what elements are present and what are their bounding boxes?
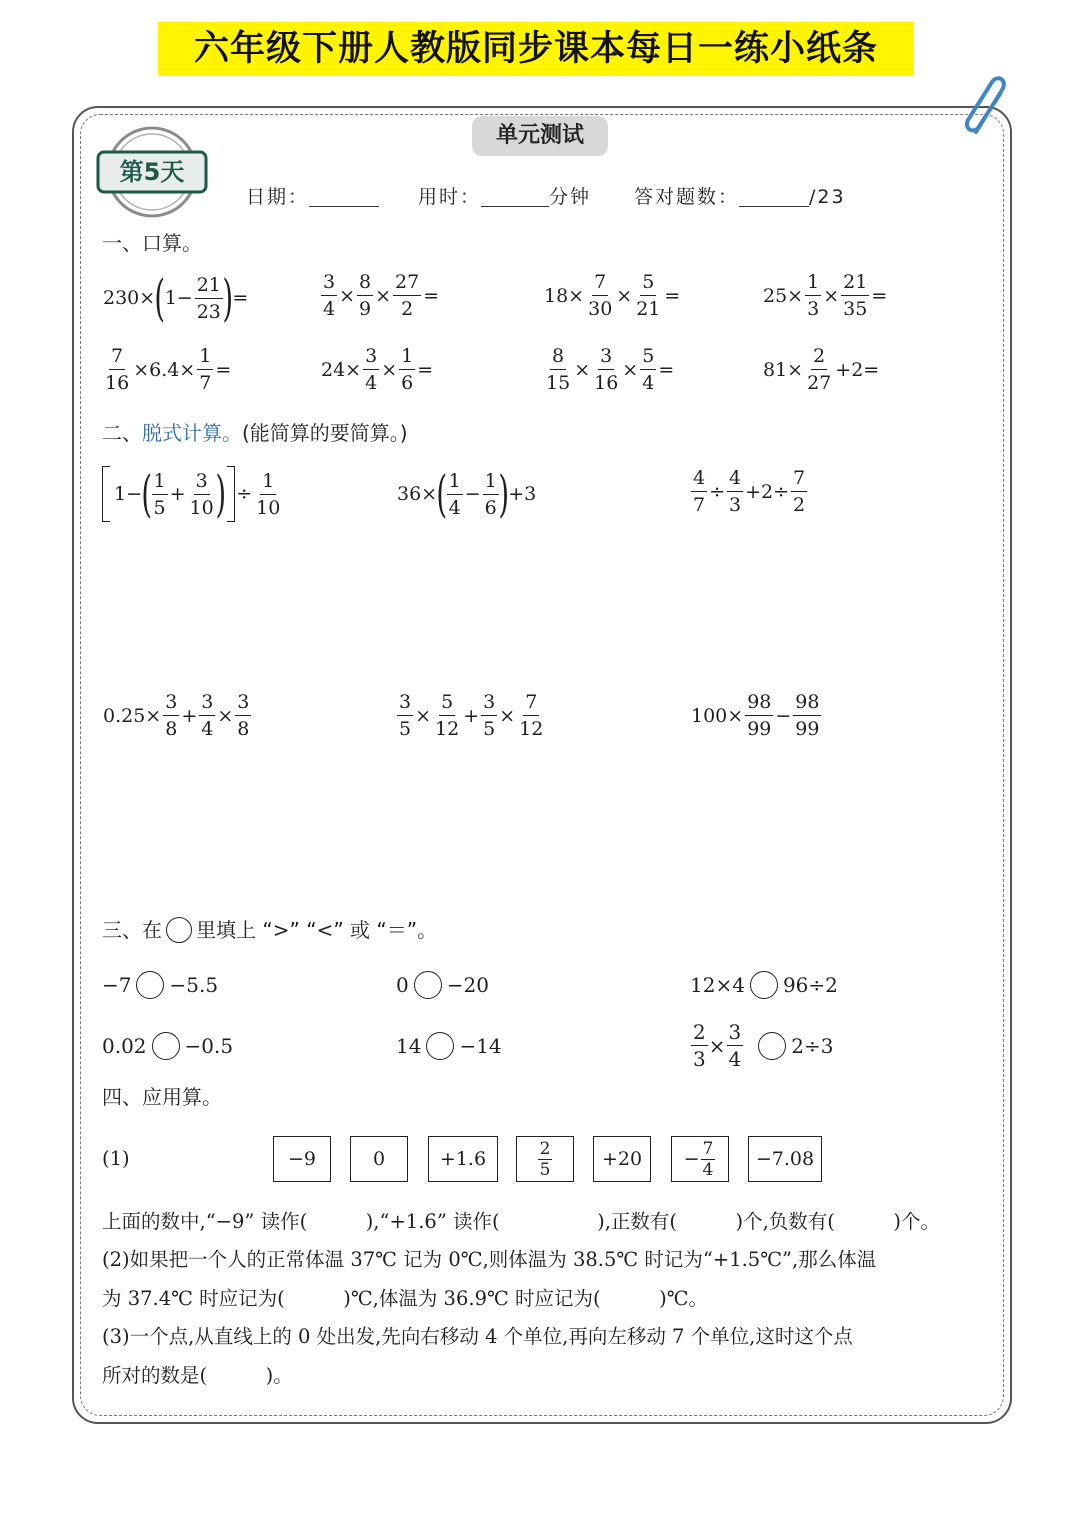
numerator: 98 bbox=[793, 690, 821, 716]
expr-text: 0.25× bbox=[103, 704, 162, 727]
numerator: 8 bbox=[550, 344, 566, 370]
numerator: 7 bbox=[523, 690, 539, 716]
fraction bbox=[745, 690, 773, 741]
step-calc-5 bbox=[396, 690, 546, 741]
number-value: 0 bbox=[372, 1148, 386, 1170]
denominator: 21 bbox=[636, 298, 661, 320]
numerator: 98 bbox=[745, 690, 773, 716]
mental-calc-8 bbox=[762, 344, 880, 395]
denominator: 10 bbox=[256, 496, 281, 519]
section-4-title: 四、应用算。 bbox=[102, 1085, 222, 1109]
compare-right: 96÷2 bbox=[782, 973, 838, 997]
fraction bbox=[727, 466, 743, 517]
numerator: 4 bbox=[727, 466, 743, 492]
expr-paren: ( bbox=[154, 269, 166, 327]
compare-circle[interactable] bbox=[136, 971, 164, 999]
expr-text: = bbox=[658, 358, 675, 381]
denominator: 99 bbox=[747, 718, 772, 740]
score-total: /23 bbox=[809, 186, 846, 208]
compare-right: 2÷3 bbox=[791, 1033, 834, 1058]
time-label: 用时： bbox=[418, 186, 482, 208]
compare-3 bbox=[690, 970, 838, 1000]
expr-text: − bbox=[775, 704, 792, 727]
denominator: 27 bbox=[807, 372, 832, 394]
numerator: 3 bbox=[728, 1020, 742, 1044]
expr-text: + bbox=[169, 483, 186, 505]
fraction bbox=[393, 270, 421, 321]
fraction bbox=[481, 690, 497, 741]
denominator: 4 bbox=[642, 372, 655, 394]
mental-calc-3 bbox=[543, 270, 681, 321]
time-blank[interactable] bbox=[481, 185, 549, 207]
compare-circle[interactable] bbox=[152, 1032, 180, 1060]
compare-left: 14 bbox=[396, 1034, 422, 1058]
denominator: 8 bbox=[237, 718, 250, 740]
numerator: 5 bbox=[640, 270, 656, 296]
fraction bbox=[363, 344, 379, 395]
section-title-note: (能简算的要简算。) bbox=[242, 421, 408, 445]
step-calc-3 bbox=[690, 466, 808, 517]
fraction bbox=[634, 270, 662, 321]
step-calc-2 bbox=[396, 466, 537, 522]
denominator: 5 bbox=[483, 718, 496, 740]
fraction bbox=[586, 270, 614, 321]
expr-text: = bbox=[417, 358, 434, 381]
numerator: 2 bbox=[539, 1138, 551, 1159]
step-calc-6 bbox=[690, 690, 822, 741]
denominator: 6 bbox=[401, 372, 414, 394]
expr-text: = bbox=[215, 358, 232, 381]
numerator: 2 bbox=[811, 344, 827, 370]
time-unit: 分钟 bbox=[549, 186, 592, 208]
expr-text: × bbox=[217, 704, 234, 727]
denominator: 9 bbox=[359, 298, 372, 320]
denominator: 12 bbox=[435, 718, 460, 740]
expr-text: 36× bbox=[397, 483, 438, 505]
number-box bbox=[350, 1136, 408, 1182]
question-3-text-line2: 所对的数是( )。 bbox=[102, 1364, 293, 1387]
numerator: 7 bbox=[109, 344, 125, 370]
score-field[interactable] bbox=[634, 182, 846, 212]
section-2-title bbox=[102, 418, 408, 448]
expr-text: 81× bbox=[763, 358, 804, 381]
fraction bbox=[399, 344, 415, 395]
mental-calc-7 bbox=[543, 344, 675, 395]
denominator: 2 bbox=[401, 298, 414, 320]
numerator: 7 bbox=[791, 466, 807, 492]
compare-circle[interactable] bbox=[426, 1032, 454, 1060]
numerator: 3 bbox=[598, 344, 614, 370]
expr-text: ÷ bbox=[236, 483, 253, 505]
fraction bbox=[433, 690, 461, 741]
compare-circle[interactable] bbox=[750, 971, 778, 999]
expr-text: +2÷ bbox=[745, 480, 790, 503]
score-label: 答对题数： bbox=[634, 186, 740, 208]
numerator: 2 bbox=[693, 1020, 706, 1044]
section-3-title bbox=[102, 915, 437, 945]
number-box bbox=[671, 1136, 729, 1182]
fraction bbox=[640, 344, 656, 395]
denominator: 4 bbox=[702, 1159, 714, 1180]
numerator: 1 bbox=[152, 469, 168, 495]
expr-text: 100× bbox=[691, 704, 744, 727]
date-blank[interactable] bbox=[309, 185, 379, 207]
numerator: 21 bbox=[195, 273, 223, 299]
denominator: 7 bbox=[199, 372, 212, 394]
denominator: 4 bbox=[448, 496, 461, 519]
date-field[interactable] bbox=[246, 182, 379, 212]
numerator: 7 bbox=[592, 270, 608, 296]
fraction bbox=[199, 690, 215, 741]
numerator: 5 bbox=[439, 690, 455, 716]
compare-2 bbox=[396, 970, 489, 1000]
compare-right: −20 bbox=[446, 973, 489, 997]
denominator: 16 bbox=[594, 372, 619, 394]
time-field[interactable] bbox=[418, 182, 591, 212]
mental-calc-2 bbox=[320, 270, 440, 321]
numerator: 3 bbox=[363, 344, 379, 370]
compare-left: 0 bbox=[396, 973, 409, 997]
question-1-label: (1) bbox=[102, 1147, 130, 1170]
expr-text: + bbox=[181, 704, 198, 727]
expr-text: × bbox=[622, 358, 639, 381]
expr-paren: ) bbox=[215, 465, 226, 523]
expr-text: 24× bbox=[321, 358, 362, 381]
expr-text: + bbox=[463, 704, 480, 727]
fraction bbox=[701, 1140, 716, 1179]
number-value: +20 bbox=[601, 1148, 643, 1170]
question-2-text-line1: (2)如果把一个人的正常体温 37℃ 记为 0℃,则体温为 38.5℃ 时记为“+1.5℃”,那么体温 bbox=[102, 1248, 877, 1271]
expr-text: 1− bbox=[164, 287, 193, 309]
denominator: 15 bbox=[546, 372, 571, 394]
expr-text: +3 bbox=[508, 483, 537, 505]
step-calc-4 bbox=[102, 690, 252, 741]
fraction bbox=[727, 1020, 744, 1071]
number-value: +1.6 bbox=[439, 1148, 487, 1170]
fraction bbox=[321, 270, 337, 321]
denominator: 5 bbox=[153, 496, 166, 519]
numerator: 3 bbox=[481, 690, 497, 716]
compare-right: −14 bbox=[459, 1034, 502, 1058]
expr-paren: ( bbox=[141, 465, 153, 523]
expr-text: × bbox=[499, 704, 516, 727]
compare-left: −7 bbox=[102, 973, 132, 997]
circle-icon bbox=[166, 917, 192, 943]
denominator: 12 bbox=[519, 718, 544, 740]
expr-paren: ) bbox=[498, 465, 509, 523]
expr-paren: ( bbox=[436, 465, 448, 523]
expr-text: × bbox=[823, 284, 840, 307]
expr-text: = bbox=[423, 284, 440, 307]
expr-text: +2= bbox=[835, 358, 880, 381]
denominator: 35 bbox=[843, 298, 868, 320]
question-1-text: 上面的数中,“−9” 读作( ),“+1.6” 读作( ),正数有( )个,负数有( )个。 bbox=[102, 1210, 941, 1233]
fraction bbox=[841, 270, 869, 321]
denominator: 10 bbox=[189, 496, 214, 519]
compare-6 bbox=[690, 1020, 833, 1071]
question-3-text-line1: (3)一个点,从直线上的 0 处出发,先向右移动 4 个单位,再向左移动 7 个单位,这时这个点 bbox=[102, 1325, 853, 1348]
numerator: 3 bbox=[163, 690, 179, 716]
denominator: 6 bbox=[484, 496, 497, 519]
numerator: 27 bbox=[393, 270, 421, 296]
denominator: 4 bbox=[201, 718, 214, 740]
expr-text: 1− bbox=[114, 483, 143, 505]
fraction bbox=[397, 690, 413, 741]
fraction bbox=[197, 344, 213, 395]
denominator: 3 bbox=[693, 1047, 706, 1071]
fraction bbox=[791, 466, 807, 517]
denominator: 7 bbox=[693, 494, 706, 516]
expr-text: − bbox=[464, 483, 481, 505]
fraction bbox=[483, 469, 499, 520]
section-title-part: 三、在 bbox=[102, 918, 162, 942]
fraction bbox=[544, 344, 572, 395]
expr-text: × bbox=[381, 358, 398, 381]
paperclip-icon bbox=[958, 72, 1018, 142]
expr-text: 230× bbox=[103, 287, 156, 309]
number-sign: − bbox=[683, 1148, 700, 1170]
number-box bbox=[273, 1136, 331, 1182]
numerator: 3 bbox=[194, 469, 210, 495]
numerator: 1 bbox=[399, 344, 415, 370]
numerator: 3 bbox=[397, 690, 413, 716]
expr-text: × bbox=[339, 284, 356, 307]
section-1-title: 一、口算。 bbox=[102, 231, 202, 255]
fraction bbox=[163, 690, 179, 741]
day-label: 第5天 bbox=[119, 158, 185, 186]
compare-left: 12×4 bbox=[690, 973, 745, 997]
numerator: 21 bbox=[841, 270, 869, 296]
number-box bbox=[428, 1136, 498, 1182]
compare-4 bbox=[102, 1031, 233, 1061]
fraction bbox=[152, 469, 168, 520]
unit-test-tab: 单元测试 bbox=[472, 116, 608, 156]
numerator: 3 bbox=[235, 690, 251, 716]
fraction bbox=[188, 469, 216, 520]
fraction bbox=[447, 469, 463, 520]
denominator: 4 bbox=[728, 1047, 742, 1071]
expr-paren: ) bbox=[222, 269, 234, 327]
denominator: 8 bbox=[165, 718, 178, 740]
fraction bbox=[691, 1020, 708, 1071]
left-bracket bbox=[102, 466, 110, 522]
fraction bbox=[805, 344, 833, 395]
numerator: 8 bbox=[357, 270, 373, 296]
fraction bbox=[538, 1140, 553, 1179]
fraction bbox=[691, 466, 707, 517]
number-value: −9 bbox=[287, 1148, 316, 1170]
denominator: 16 bbox=[105, 372, 130, 394]
denominator: 99 bbox=[795, 718, 820, 740]
compare-5 bbox=[396, 1031, 502, 1061]
step-calc-1 bbox=[102, 466, 283, 522]
fraction bbox=[103, 344, 131, 395]
denominator: 5 bbox=[399, 718, 412, 740]
compare-circle[interactable] bbox=[758, 1032, 786, 1060]
expr-text: 25× bbox=[763, 284, 804, 307]
compare-right: −0.5 bbox=[184, 1034, 234, 1058]
fraction bbox=[517, 690, 545, 741]
compare-left: × bbox=[708, 1033, 726, 1058]
fraction bbox=[195, 273, 223, 324]
numerator: 1 bbox=[483, 469, 499, 495]
fraction bbox=[254, 469, 282, 520]
expr-text: × bbox=[415, 704, 432, 727]
denominator: 3 bbox=[729, 494, 742, 516]
number-box bbox=[516, 1136, 574, 1182]
numerator: 1 bbox=[260, 469, 276, 495]
number-value: −7.08 bbox=[755, 1148, 815, 1170]
mental-calc-6 bbox=[320, 344, 434, 395]
compare-left: 0.02 bbox=[102, 1034, 147, 1058]
compare-right: −5.5 bbox=[169, 973, 219, 997]
score-blank[interactable] bbox=[739, 185, 809, 207]
numerator: 3 bbox=[199, 690, 215, 716]
fraction bbox=[235, 690, 251, 741]
denominator: 2 bbox=[793, 494, 806, 516]
fraction bbox=[592, 344, 620, 395]
numerator: 4 bbox=[691, 466, 707, 492]
date-label: 日期： bbox=[246, 186, 310, 208]
compare-circle[interactable] bbox=[414, 971, 442, 999]
expr-text: = bbox=[664, 284, 681, 307]
fraction bbox=[357, 270, 373, 321]
page-title: 六年级下册人教版同步课本每日一练小纸条 bbox=[193, 29, 878, 69]
fraction bbox=[805, 270, 821, 321]
expr-text: ×6.4× bbox=[133, 358, 196, 381]
expr-text: = bbox=[871, 284, 888, 307]
denominator: 5 bbox=[539, 1159, 551, 1180]
expr-text: ÷ bbox=[709, 480, 726, 503]
section-title-main: 脱式计算。 bbox=[142, 421, 242, 445]
denominator: 4 bbox=[365, 372, 378, 394]
fraction bbox=[793, 690, 821, 741]
expr-text: = bbox=[232, 287, 249, 309]
denominator: 30 bbox=[588, 298, 613, 320]
compare-1 bbox=[102, 970, 218, 1000]
numerator: 1 bbox=[447, 469, 463, 495]
denominator: 3 bbox=[807, 298, 820, 320]
number-box bbox=[748, 1136, 822, 1182]
numerator: 5 bbox=[640, 344, 656, 370]
numerator: 1 bbox=[197, 344, 213, 370]
denominator: 4 bbox=[323, 298, 336, 320]
section-title-part: 里填上 “>” “<” 或 “＝”。 bbox=[196, 918, 438, 942]
mental-calc-1 bbox=[102, 270, 249, 326]
right-bracket bbox=[227, 466, 235, 522]
mental-calc-5 bbox=[102, 344, 232, 395]
mental-calc-4 bbox=[762, 270, 888, 321]
denominator: 23 bbox=[196, 300, 221, 323]
expr-text: × bbox=[375, 284, 392, 307]
numerator: 7 bbox=[702, 1138, 714, 1159]
numerator: 1 bbox=[805, 270, 821, 296]
expr-text: × bbox=[574, 358, 591, 381]
expr-text: × bbox=[616, 284, 633, 307]
question-2-text-line2: 为 37.4℃ 时应记为( )℃,体温为 36.9℃ 时应记为( )℃。 bbox=[102, 1287, 709, 1310]
expr-text: 18× bbox=[544, 284, 585, 307]
section-number: 二、 bbox=[102, 421, 142, 445]
number-box bbox=[593, 1136, 651, 1182]
numerator: 3 bbox=[321, 270, 337, 296]
